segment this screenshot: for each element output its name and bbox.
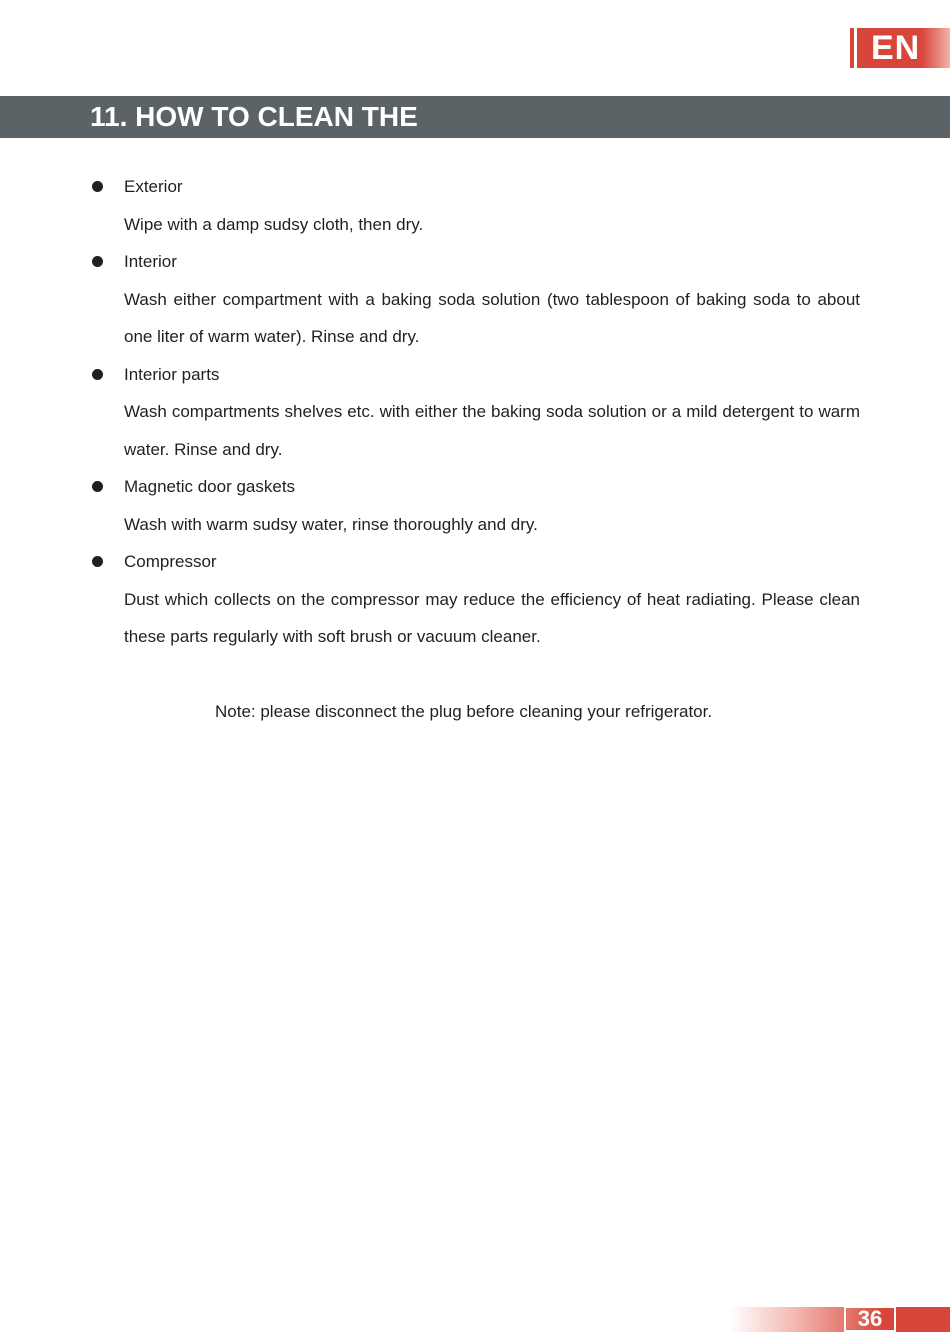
item-description: Wash compartments shelves etc. with either the baking soda solution or a mild detergent to warm water. Rinse and dry. — [124, 402, 860, 459]
item-title: Interior parts — [124, 364, 220, 384]
item-description: Dust which collects on the compressor may reduce the efficiency of heat radiating. Please clean these parts regularly with soft brush or vacuum cleaner. — [124, 589, 860, 646]
cleaning-note: Note: please disconnect the plug before cleaning your refrigerator. — [215, 701, 713, 721]
language-badge — [850, 28, 950, 68]
item-title: Compressor — [124, 552, 217, 571]
item-title: Interior — [124, 252, 177, 271]
badge-accent-bar — [850, 28, 854, 68]
page-number: 36 — [844, 1306, 896, 1332]
bullet-icon — [92, 369, 103, 380]
language-tag: EN — [857, 28, 950, 68]
item-description: Wipe with a damp sudsy cloth, then dry. — [124, 214, 424, 234]
section-title: 11. HOW TO CLEAN THE — [90, 101, 418, 132]
item-title: Magnetic door gaskets — [124, 477, 296, 496]
bullet-icon — [92, 256, 103, 267]
list-item — [88, 468, 860, 543]
footer-bar — [730, 1307, 950, 1332]
list-item — [88, 543, 860, 656]
item-description: Wash with warm sudsy water, rinse thoroughly and dry. — [124, 514, 538, 534]
item-title: Exterior — [124, 177, 183, 196]
cleaning-instructions — [88, 168, 860, 730]
bullet-icon — [92, 181, 103, 192]
list-item — [88, 168, 860, 243]
list-item — [88, 356, 860, 469]
bullet-icon — [92, 556, 103, 567]
section-header-bar — [0, 96, 950, 138]
bullet-icon — [92, 481, 103, 492]
list-item — [88, 243, 860, 356]
item-description: Wash either compartment with a baking soda solution (two tablespoon of baking soda to about one liter of warm water). Rinse and dry. — [124, 289, 860, 346]
